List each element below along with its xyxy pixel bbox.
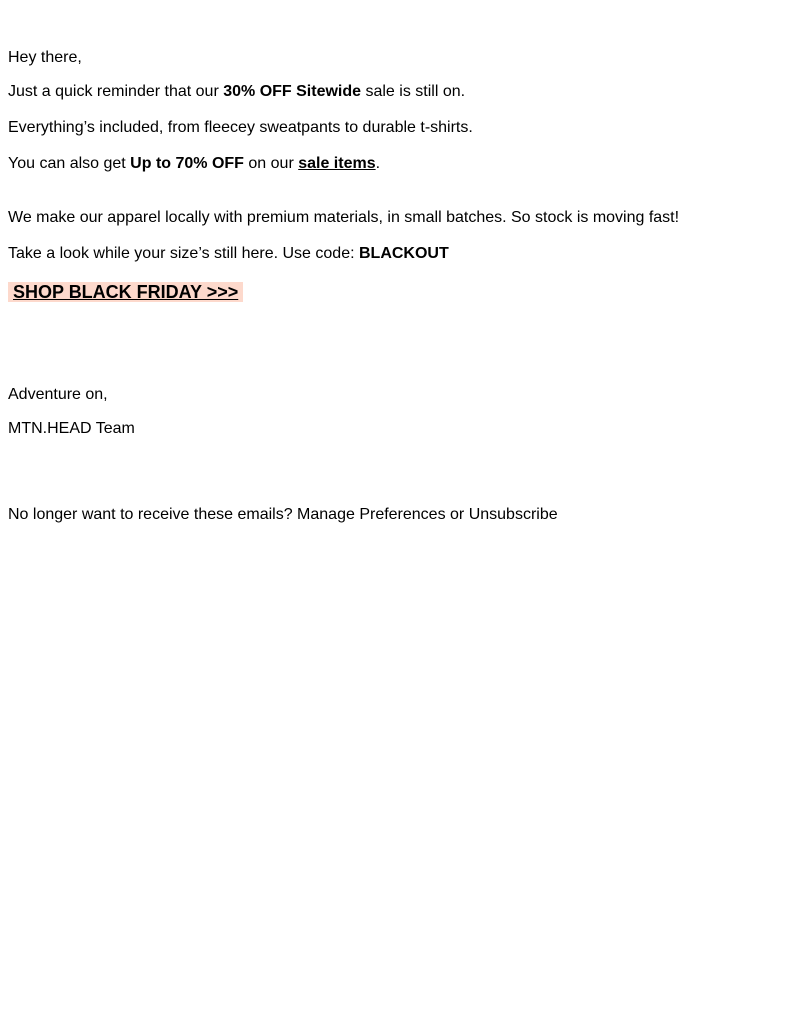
manage-preferences-link[interactable]: Manage Preferences [297, 506, 446, 523]
sale-middle: on our [243, 155, 299, 172]
reminder-suffix: sale is still on. [361, 83, 466, 100]
team-signature: MTN.HEAD Team [8, 420, 135, 437]
sale-suffix: . [375, 155, 381, 172]
code-paragraph [8, 244, 449, 264]
promo-code: BLACKOUT [358, 245, 449, 262]
local-paragraph: We make our apparel locally with premium materials, in small batches. So stock is moving fast! [8, 209, 680, 226]
code-prefix: Take a look while your size’s still here. Use code: [8, 245, 359, 262]
greeting: Hey there, [8, 49, 82, 66]
cta-row [8, 282, 243, 304]
sale-paragraph [8, 154, 380, 174]
sale-offer: Up to 70% OFF [130, 155, 244, 172]
footer-prefix: No longer want to receive these emails? [8, 506, 298, 523]
unsubscribe-link[interactable]: Unsubscribe [468, 506, 558, 523]
reminder-prefix: Just a quick reminder that our [8, 83, 224, 100]
footer-middle: or [445, 506, 469, 523]
signoff: Adventure on, [8, 386, 108, 403]
sitewide-offer: 30% OFF Sitewide [223, 83, 362, 100]
included-paragraph: Everything’s included, from fleecey sweatpants to durable t-shirts. [8, 119, 473, 136]
shop-black-friday-button[interactable]: SHOP BLACK FRIDAY >>> [8, 282, 243, 302]
reminder-paragraph [8, 82, 465, 102]
sale-prefix: You can also get [8, 155, 131, 172]
footer [8, 505, 558, 525]
sale-items-link[interactable]: sale items [298, 155, 376, 172]
